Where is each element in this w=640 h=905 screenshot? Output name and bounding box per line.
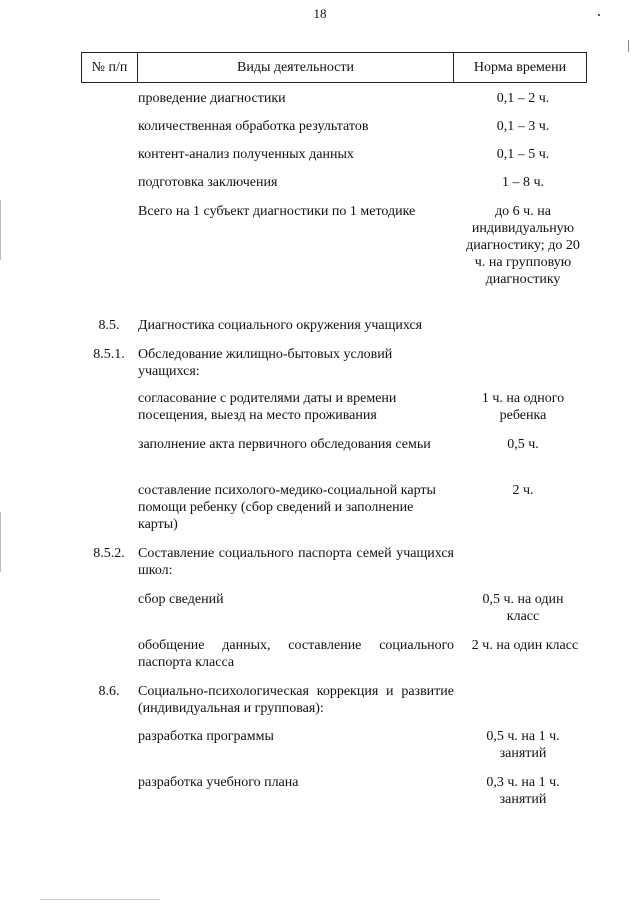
- scan-mark: [40, 899, 160, 900]
- item-number: 8.5.: [98, 318, 120, 333]
- activity-cell: Диагностика социального окружения учащихся: [138, 318, 423, 333]
- item-number: 8.6.: [98, 684, 120, 699]
- activity-cell: составление психолого-медико-социальной карты помощи ребенку (сбор сведений и заполнение карты): [138, 483, 436, 532]
- time-cell: 0,3 ч. на 1 ч. занятий: [486, 775, 560, 807]
- activity-cell: Составление социального паспорта семей учащихся школ:: [138, 546, 454, 578]
- time-cell: 1 ч. на одного ребенка: [481, 391, 565, 423]
- header-activity: Виды деятельности: [138, 53, 454, 82]
- activity-cell: обобщение данных, составление социального паспорта класса: [138, 638, 454, 670]
- page-number: 18: [313, 6, 327, 21]
- item-number: 8.5.2.: [93, 546, 125, 561]
- time-cell: 2 ч.: [512, 483, 534, 498]
- scan-dot: [598, 14, 600, 16]
- time-cell: 1 – 8 ч.: [501, 175, 545, 190]
- time-cell: 0,5 ч. на 1 ч. занятий: [486, 729, 560, 761]
- time-cell: 0,5 ч.: [507, 437, 539, 452]
- scan-mark: [0, 512, 1, 572]
- activity-cell: количественная обработка результатов: [138, 119, 369, 134]
- item-number: 8.5.1.: [93, 347, 125, 362]
- time-cell: 0,1 – 3 ч.: [496, 119, 550, 134]
- scan-mark: [0, 200, 1, 260]
- time-cell: 0,5 ч. на один класс: [482, 592, 564, 624]
- time-cell: 2 ч. на один класс: [471, 638, 579, 653]
- activity-cell: согласование с родителями даты и времени посещения, выезд на место проживания: [138, 391, 397, 423]
- time-cell: до 6 ч. на индивидуальную диагностику; до 20 ч. на групповую диагностику: [466, 204, 580, 287]
- activity-cell: проведение диагностики: [138, 91, 286, 106]
- time-cell: 0,1 – 5 ч.: [496, 147, 550, 162]
- activity-cell: Социально-психологическая коррекция и развитие (индивидуальная и групповая):: [138, 684, 454, 716]
- activity-cell: контент-анализ полученных данных: [138, 147, 354, 162]
- activity-cell: заполнение акта первичного обследования семьи: [138, 437, 431, 452]
- table-header: [81, 52, 587, 83]
- activity-cell: подготовка заключения: [138, 175, 278, 190]
- header-number: № п/п: [82, 53, 138, 82]
- activity-cell: Всего на 1 субъект диагностики по 1 методике: [138, 204, 416, 219]
- scan-mark: [628, 40, 629, 52]
- activity-cell: сбор сведений: [138, 592, 224, 607]
- activity-cell: разработка учебного плана: [138, 775, 299, 790]
- header-time-norm: Норма времени: [473, 59, 567, 75]
- activity-cell: разработка программы: [138, 729, 274, 744]
- time-cell: 0,1 – 2 ч.: [496, 91, 550, 106]
- activity-cell: Обследование жилищно-бытовых условий учащихся:: [138, 347, 393, 379]
